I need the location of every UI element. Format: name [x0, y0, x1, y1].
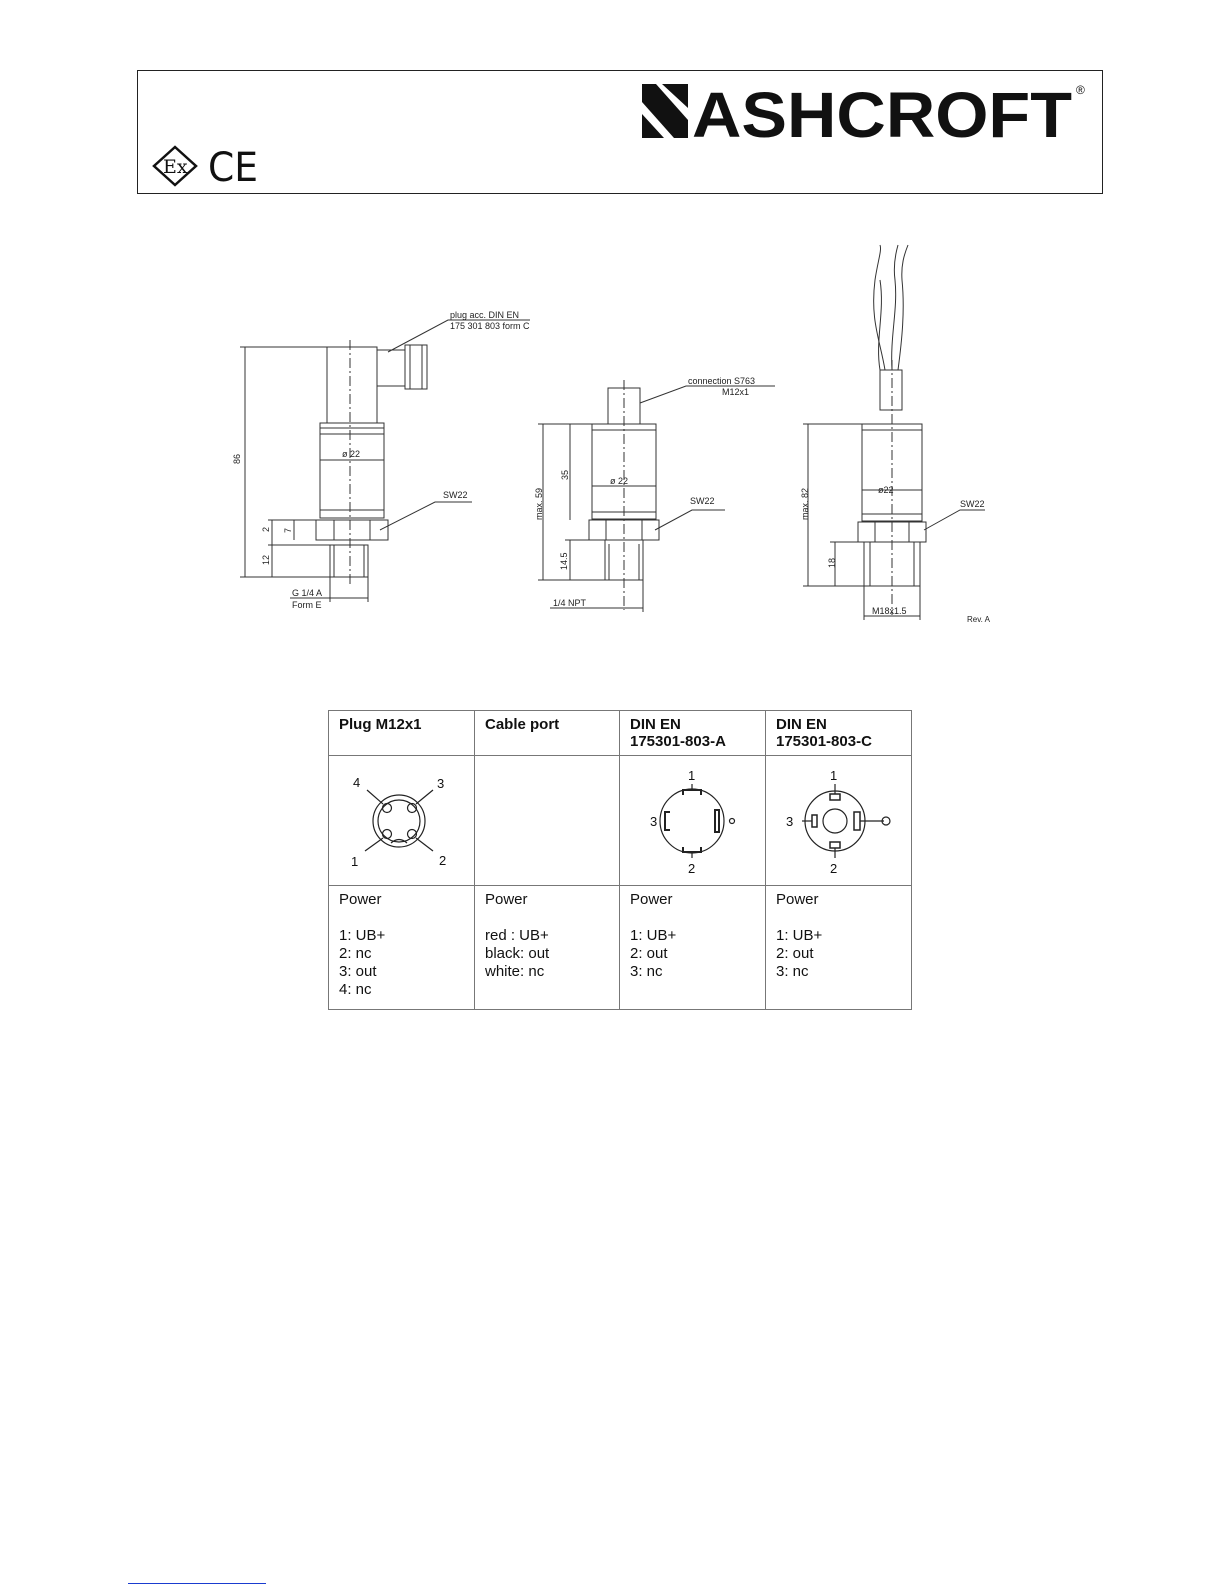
- ce-mark-text: CE: [208, 148, 258, 184]
- m12-pin4-label: 4: [353, 775, 361, 790]
- brand-text: ASHCROFT: [692, 80, 1072, 142]
- dim-max82: max. 82: [800, 487, 810, 520]
- din-a-pin1-label: 1: [688, 768, 696, 783]
- din-c-pin3-label: 3: [786, 814, 794, 829]
- cell-din-c-diagram: [766, 756, 912, 886]
- header-din-a: DIN EN 175301-803-A: [620, 711, 766, 756]
- ashcroft-logo: [640, 80, 1090, 142]
- dim-86: 86: [232, 453, 242, 464]
- cell-din-c-pins: Power 1: UB+ 2: out 3: nc: [766, 886, 912, 1010]
- din-a-pinout-diagram: [620, 756, 765, 880]
- plug-note-line1: plug acc. DIN EN: [450, 310, 520, 320]
- dim-12: 12: [261, 554, 271, 565]
- m12-pinout-diagram: [329, 756, 474, 880]
- revision-label: Rev. A: [967, 615, 990, 624]
- dimension-drawing: [230, 240, 1000, 640]
- din-a-pin3-label: 3: [650, 814, 658, 829]
- thread-view3: M18x1.5: [872, 606, 907, 616]
- cell-din-a-pins: Power 1: UB+ 2: out 3: nc: [620, 886, 766, 1010]
- cell-m12-diagram: [329, 756, 475, 886]
- cell-din-a-diagram: [620, 756, 766, 886]
- dim-sw22-view3: SW22: [960, 499, 985, 509]
- dim-sw22-view1: SW22: [443, 490, 468, 500]
- thread-view2: 1/4 NPT: [553, 598, 587, 608]
- pin-assignment-table: [328, 710, 912, 1010]
- dim-18: 18: [827, 557, 837, 568]
- conn-note-line2: M12x1: [722, 387, 750, 397]
- dim-dia-view3: ø22: [878, 485, 894, 495]
- table-header-row: [329, 711, 912, 756]
- table-info-row: [329, 886, 912, 1010]
- registered-mark: ®: [1076, 83, 1085, 97]
- view-m12-plug: [538, 380, 775, 612]
- ex-mark-icon: [152, 145, 198, 187]
- m12-pin2-label: 2: [439, 853, 447, 868]
- dim-dia-view1: ø 22: [342, 449, 361, 459]
- header-cable-port: Cable port: [475, 711, 620, 756]
- table-diagram-row: [329, 756, 912, 886]
- ce-mark-icon: [208, 148, 260, 184]
- dim-35: 35: [560, 469, 570, 480]
- dim-2: 2: [261, 526, 271, 532]
- din-c-pinout-diagram: [766, 756, 911, 880]
- footer-link-underline[interactable]: [128, 1583, 266, 1584]
- header-plug-m12: Plug M12x1: [329, 711, 475, 756]
- view-din-plug: [240, 320, 530, 602]
- conn-note-line1: connection S763: [688, 376, 756, 386]
- dim-14-5: 14.5: [559, 552, 569, 570]
- din-a-pin2-label: 2: [688, 861, 696, 876]
- dim-7: 7: [283, 527, 293, 533]
- ex-mark-text: Ex: [163, 156, 188, 178]
- header-din-c: DIN EN 175301-803-C: [766, 711, 912, 756]
- cell-cable-pins: Power red : UB+ black: out white: nc: [475, 886, 620, 1010]
- dim-max59: max. 59: [534, 487, 544, 520]
- din-c-pin2-label: 2: [830, 861, 838, 876]
- din-c-pin1-label: 1: [830, 768, 838, 783]
- dim-dia-view2: ø 22: [610, 476, 629, 486]
- thread-view1-line2: Form E: [292, 600, 322, 610]
- dim-sw22-view2: SW22: [690, 496, 715, 506]
- cell-cable-diagram: [475, 756, 620, 886]
- m12-pin3-label: 3: [437, 776, 445, 791]
- m12-pin1-label: 1: [351, 854, 359, 869]
- cell-m12-pins: Power 1: UB+ 2: nc 3: out 4: nc: [329, 886, 475, 1010]
- plug-note-line2: 175 301 803 form C: [450, 321, 530, 331]
- thread-view1-line1: G 1/4 A: [292, 588, 323, 598]
